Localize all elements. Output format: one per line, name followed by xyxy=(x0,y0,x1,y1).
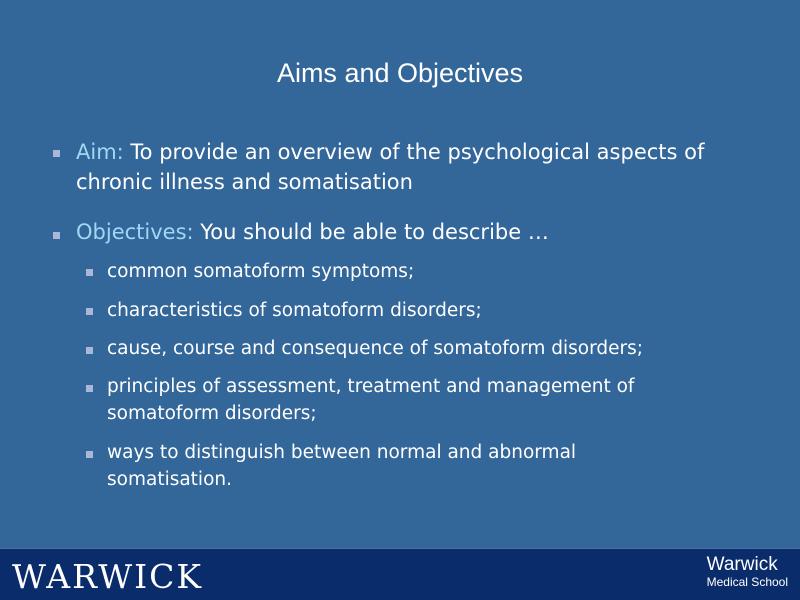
bullet-square-icon xyxy=(86,451,93,458)
bullet-square-icon xyxy=(86,308,93,315)
aim-item xyxy=(76,137,716,197)
sub-item: principles of assessment, treatment and management of somatoform disorders; xyxy=(107,376,635,424)
bullet-square-icon xyxy=(86,269,93,276)
sub-item: cause, course and consequence of somatoform disorders; xyxy=(107,338,644,359)
objectives-item xyxy=(76,217,716,247)
bullet-square-icon xyxy=(86,385,93,392)
bullet-square-icon xyxy=(53,232,60,239)
logo-line-1: Warwick xyxy=(706,554,778,575)
medical-school-logo xyxy=(707,555,788,589)
sub-item: characteristics of somatoform disorders; xyxy=(107,300,482,321)
sub-item: ways to distinguish between normal and abnormal somatisation. xyxy=(107,442,577,490)
aim-text: To provide an overview of the psychological aspects of chronic illness and somatisation xyxy=(76,140,705,194)
bullet-square-icon xyxy=(86,347,93,354)
footer-bar xyxy=(0,548,800,600)
objectives-key: Objectives: xyxy=(76,220,194,244)
logo-line-2: Medical School xyxy=(706,575,788,589)
objectives-text: You should be able to describe … xyxy=(193,220,549,244)
sub-item: common somatoform symptoms; xyxy=(107,261,415,282)
aim-key: Aim: xyxy=(76,140,124,164)
warwick-logo: WARWICK xyxy=(12,557,204,596)
bullet-square-icon xyxy=(53,150,60,157)
slide-title: Aims and Objectives xyxy=(276,58,524,88)
